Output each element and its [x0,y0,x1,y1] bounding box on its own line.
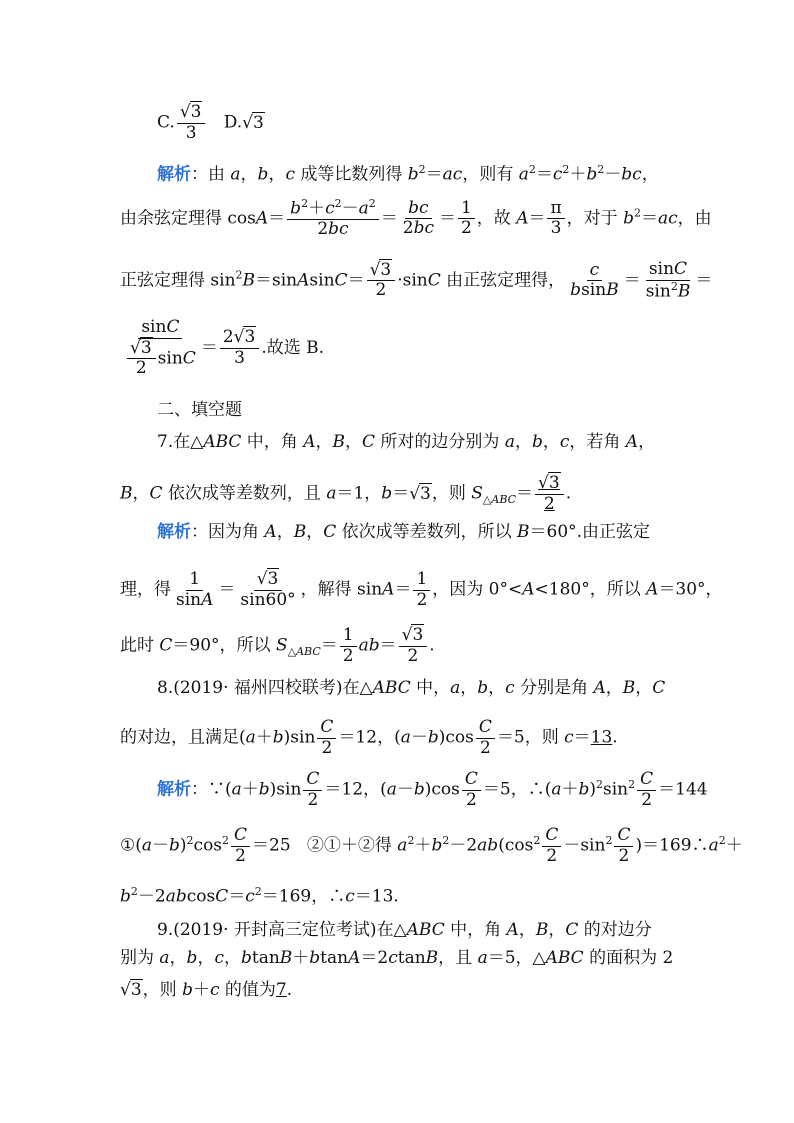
q9-stem-line3: √3，则 b＋c 的值为7. [120,980,293,1000]
q8-analysis-line1: 解析：∵(a＋b)sin $\frac{C}{2}$ ＝12，(a－b)cos $\frac{C}{2}$ ＝5，$\therefore(a+b)^2\sin^2$ $\frac{C}{2}$ ＝144 [157,769,708,810]
q8-answer: 13 [590,727,613,748]
q7-analysis-line1: 解析：因为角 A，B，C 依次成等差数列，所以 B＝60°.由正弦定 [157,522,651,542]
q7-analysis-line3: 此时 C＝90°，所以 $S_{\triangle ABC}=$ $\frac{1}{2}$ ab＝ $\frac{√3}{2}$ . [120,625,435,666]
q7-analysis-line2: 理，得 $\frac{1}{\sin A}$ ＝ $\frac{√3}{\sin 60^\circ}$ ，解得 sinA＝ $\frac{1}{2}$ ，因为 0°<A<180°，所以 A＝30°， [120,569,723,610]
q6-analysis-line4: sinC $\frac{√3}{2}$ sinC ＝ $\frac{2√3}{3}$ .故选 B. [120,318,324,379]
section-heading: 二、填空题 [157,400,242,420]
analysis-label: 解析 [157,164,191,185]
q6-options: C. $\frac{√3}{3}$ D.√3 [157,102,264,143]
fraction: $\frac{√3}{3}$ [177,103,206,143]
q7-answer: $\frac{√3}{2}$ [535,474,564,514]
q9-answer: 7 [275,980,287,1000]
q7-stem-line1: 7.在△ABC 中，角 A，B，C 所对的边分别为 a，b，c，若角 A， [157,432,656,452]
q9-stem-line2: 别为 a，b，c，btanB＋btanA＝2ctanB，且 a＝5，△ABC 的面积为 2 [120,948,674,968]
q9-stem-line1: 9.(2019· 开封高三定位考试)在△ABC 中，角 A，B，C 的对边分 [157,920,652,940]
q8-analysis-line2: $①(a-b)^2\cos^2$ $\frac{C}{2}$ ＝25 ②①＋②得 $a^2+b^2-2ab(\cos^2$ $\frac{C}{2}$ $-\sin^2$ $\frac{C}{2}$ )$=169\therefore a^2+$ [120,825,743,866]
q8-stem-line2: 的对边，且满足(a＋b)sin $\frac{C}{2}$ ＝12，(a－b)cos $\frac{C}{2}$ ＝5，则 c＝13. [120,717,618,758]
q8-stem-line1: 8.(2019· 福州四校联考)在△ABC 中，a，b，c 分别是角 A，B，C [157,678,666,698]
q8-analysis-line3: $b^2-2abcosC=c^2=169$，∴c＝13. [120,885,399,907]
q6-analysis-line3: 正弦定理得 $\sin^2B=sinAsinC=$ $\frac{√3}{2}$ ·sinC 由正弦定理得， $\frac{c}{bsinB}$ ＝ $\frac{\sin C}{\sin^2B}$ ＝ [120,259,713,302]
q6-analysis-line2: 由余弦定理得 cosA＝ $\frac{b^2+c^2-a^2}{2bc}$ ＝ $\frac{bc}{2bc}$ ＝ $\frac{1}{2}$ ，故 A＝ $\frac{\pi}{3}$ ，对于 $b^2=ac$，由 [120,197,712,240]
q7-stem-line2: B，C 依次成等差数列，且 a＝1，b＝√3，则 $S_{\triangle ABC}=$ $\frac{√3}{2}$ . [120,473,572,514]
q6-analysis-line1: 解析：由 a，b，c 成等比数列得 $b^2=ac$，则有 $a^2=c^2+b^2-bc$， [157,163,659,185]
